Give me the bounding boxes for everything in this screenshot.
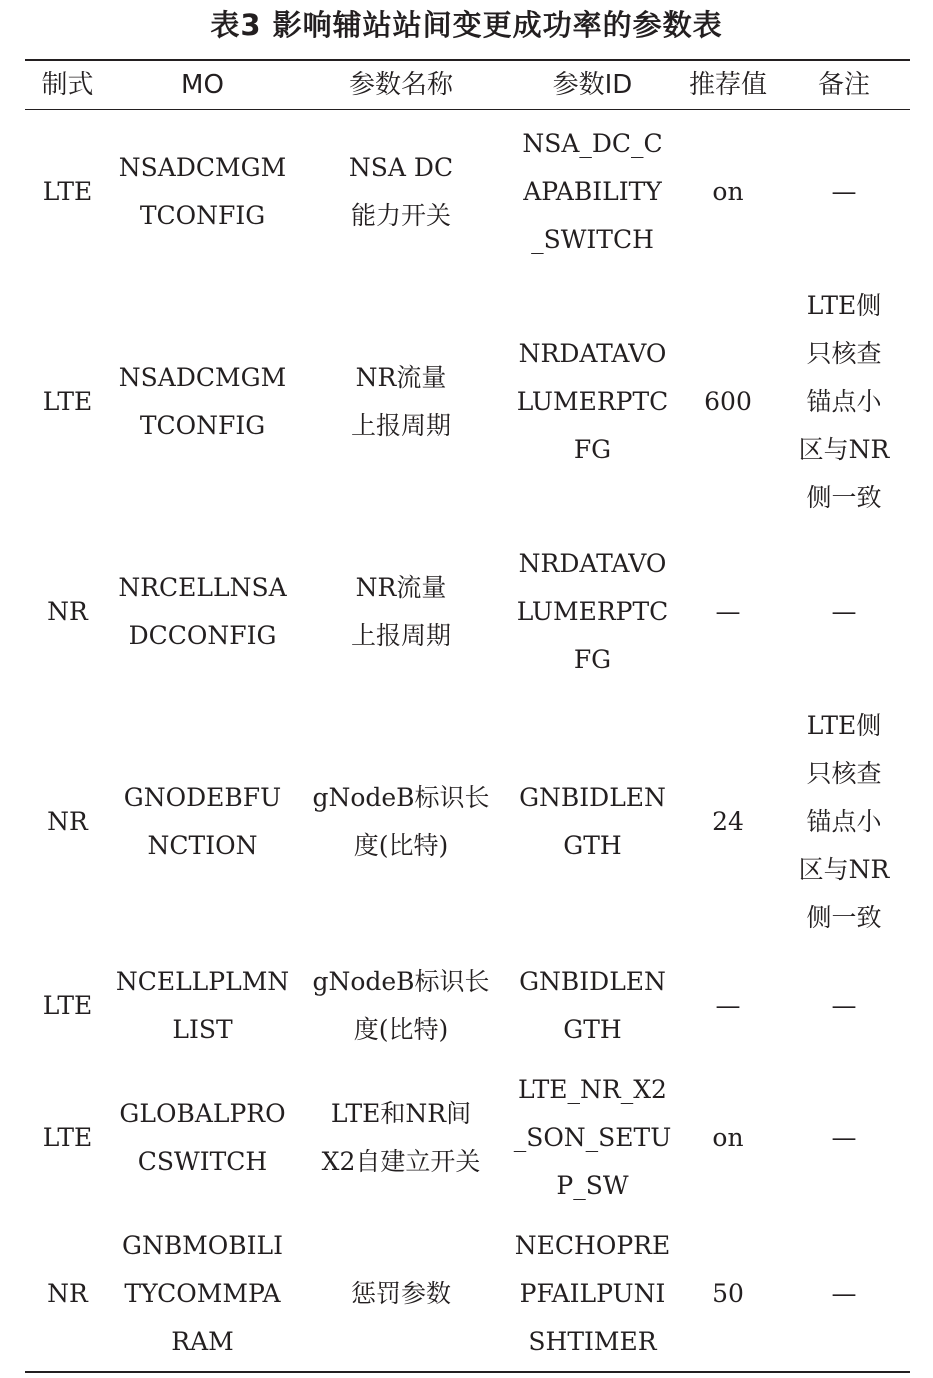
cell-line: NR — [47, 807, 88, 836]
cell-param-name — [295, 702, 507, 942]
cell-line: APABILITY — [523, 177, 662, 206]
cell-remark — [778, 282, 910, 522]
cell-line: NRCELLNSA — [118, 573, 287, 602]
cell-line: GNBIDLEN — [519, 967, 666, 996]
cell-line: NSADCMGM — [118, 363, 287, 392]
cell-remark — [778, 702, 910, 942]
cell-line: LTE — [42, 1123, 93, 1152]
cell-system — [25, 540, 110, 684]
cell-line: GNBMOBILI — [121, 1231, 284, 1260]
cell-line: gNodeB标识长 — [312, 967, 490, 996]
table-row — [25, 1222, 910, 1366]
cell-line: 侧一致 — [806, 483, 882, 512]
cell-line: SHTIMER — [528, 1327, 657, 1356]
cell-line: NSA_DC_C — [522, 129, 663, 158]
header-param-id: 参数ID — [552, 70, 633, 100]
cell-line: LIST — [172, 1015, 233, 1044]
cell-line: — — [831, 1123, 857, 1152]
cell-mo — [110, 120, 295, 264]
cell-line: 度(比特) — [353, 831, 449, 860]
cell-line: NSADCMGM — [118, 153, 287, 182]
cell-param-name — [295, 1066, 507, 1210]
cell-line: LUMERPTC — [516, 597, 669, 626]
cell-line: GLOBALPRO — [119, 1099, 286, 1128]
cell-line: 区与NR — [798, 855, 890, 884]
cell-line: — — [831, 597, 857, 626]
cell-recommended — [678, 958, 778, 1054]
table-row — [25, 958, 910, 1054]
cell-line: LTE和NR间 — [330, 1099, 472, 1128]
cell-line: 度(比特) — [353, 1015, 449, 1044]
cell-remark — [778, 958, 910, 1054]
cell-system — [25, 1066, 110, 1210]
header-remark: 备注 — [817, 70, 870, 100]
header-recommended: 推荐值 — [688, 70, 767, 100]
cell-line: — — [831, 1279, 857, 1308]
cell-system — [25, 702, 110, 942]
cell-remark — [778, 1066, 910, 1210]
cell-line: — — [831, 177, 857, 206]
cell-line: 区与NR — [798, 435, 890, 464]
cell-system — [25, 1222, 110, 1366]
cell-line: FG — [573, 645, 612, 674]
cell-line: LTE — [42, 991, 93, 1020]
cell-recommended — [678, 1222, 778, 1366]
cell-line: GTH — [563, 1015, 622, 1044]
cell-mo — [110, 1066, 295, 1210]
cell-line: FG — [573, 435, 612, 464]
cell-line: — — [715, 991, 741, 1020]
cell-remark — [778, 540, 910, 684]
cell-line: 惩罚参数 — [350, 1279, 451, 1308]
cell-line: LTE_NR_X2 — [518, 1075, 667, 1104]
cell-recommended — [678, 282, 778, 522]
cell-line: GNBIDLEN — [519, 783, 666, 812]
cell-line: NCELLPLMN — [115, 967, 290, 996]
cell-line: X2自建立开关 — [321, 1147, 481, 1176]
cell-system — [25, 958, 110, 1054]
cell-line: LTE — [42, 177, 93, 206]
cell-line: TYCOMMPA — [124, 1279, 281, 1308]
cell-param-name — [295, 540, 507, 684]
cell-line: 能力开关 — [350, 201, 451, 230]
cell-line: TCONFIG — [139, 411, 266, 440]
cell-remark — [778, 120, 910, 264]
cell-line: GTH — [563, 831, 622, 860]
cell-line: NR流量 — [355, 363, 447, 392]
cell-line: P_SW — [556, 1171, 629, 1200]
cell-line: 只核查 — [806, 759, 882, 788]
table-caption: 表3 影响辅站站间变更成功率的参数表 — [210, 8, 723, 42]
table-header-row — [25, 61, 910, 109]
cell-param-id — [507, 120, 678, 264]
cell-mo — [110, 1222, 295, 1366]
cell-mo — [110, 540, 295, 684]
cell-line: PFAILPUNI — [519, 1279, 666, 1308]
header-system: 制式 — [41, 70, 94, 100]
cell-line: NRDATAVO — [518, 339, 667, 368]
cell-line: NCTION — [147, 831, 258, 860]
cell-param-name — [295, 120, 507, 264]
cell-system — [25, 282, 110, 522]
table-row — [25, 702, 910, 942]
cell-line: on — [712, 177, 744, 206]
cell-line: NR流量 — [355, 573, 447, 602]
cell-param-id — [507, 958, 678, 1054]
cell-line: — — [715, 597, 741, 626]
table-row — [25, 120, 910, 264]
cell-line: NECHOPRE — [514, 1231, 671, 1260]
cell-line: GNODEBFU — [123, 783, 282, 812]
header-param-name: 参数名称 — [348, 70, 453, 100]
cell-param-id — [507, 1222, 678, 1366]
cell-param-id — [507, 702, 678, 942]
cell-recommended — [678, 120, 778, 264]
cell-line: DCCONFIG — [128, 621, 277, 650]
cell-line: CSWITCH — [137, 1147, 268, 1176]
cell-param-id — [507, 282, 678, 522]
cell-param-id — [507, 540, 678, 684]
header-mo: MO — [181, 70, 224, 100]
cell-line: gNodeB标识长 — [312, 783, 490, 812]
table-row — [25, 540, 910, 684]
cell-line: — — [831, 991, 857, 1020]
table-header-rule — [25, 109, 910, 110]
cell-mo — [110, 702, 295, 942]
cell-param-id — [507, 1066, 678, 1210]
cell-line: 上报周期 — [350, 621, 451, 650]
cell-line: 50 — [712, 1279, 744, 1308]
cell-recommended — [678, 702, 778, 942]
cell-mo — [110, 958, 295, 1054]
cell-line: NSA DC — [348, 153, 454, 182]
cell-line: _SON_SETU — [513, 1123, 672, 1152]
cell-line: 锚点小 — [806, 387, 882, 416]
cell-line: NR — [47, 1279, 88, 1308]
cell-line: LTE侧 — [806, 291, 882, 320]
cell-line: 24 — [712, 807, 744, 836]
cell-line: TCONFIG — [139, 201, 266, 230]
cell-line: NR — [47, 597, 88, 626]
table-row — [25, 282, 910, 522]
cell-line: 侧一致 — [806, 903, 882, 932]
cell-line: RAM — [171, 1327, 234, 1356]
cell-line: LTE侧 — [806, 711, 882, 740]
table-row — [25, 1066, 910, 1210]
cell-line: 只核查 — [806, 339, 882, 368]
cell-line: 600 — [704, 387, 752, 416]
cell-line: _SWITCH — [531, 225, 654, 254]
cell-remark — [778, 1222, 910, 1366]
cell-line: 锚点小 — [806, 807, 882, 836]
cell-param-name — [295, 1222, 507, 1366]
cell-recommended — [678, 1066, 778, 1210]
cell-param-name — [295, 282, 507, 522]
cell-param-name — [295, 958, 507, 1054]
cell-line: on — [712, 1123, 744, 1152]
cell-line: LUMERPTC — [516, 387, 669, 416]
cell-system — [25, 120, 110, 264]
cell-line: LTE — [42, 387, 93, 416]
cell-line: NRDATAVO — [518, 549, 667, 578]
table-bottom-rule — [25, 1371, 910, 1373]
cell-recommended — [678, 540, 778, 684]
cell-mo — [110, 282, 295, 522]
cell-line: 上报周期 — [350, 411, 451, 440]
